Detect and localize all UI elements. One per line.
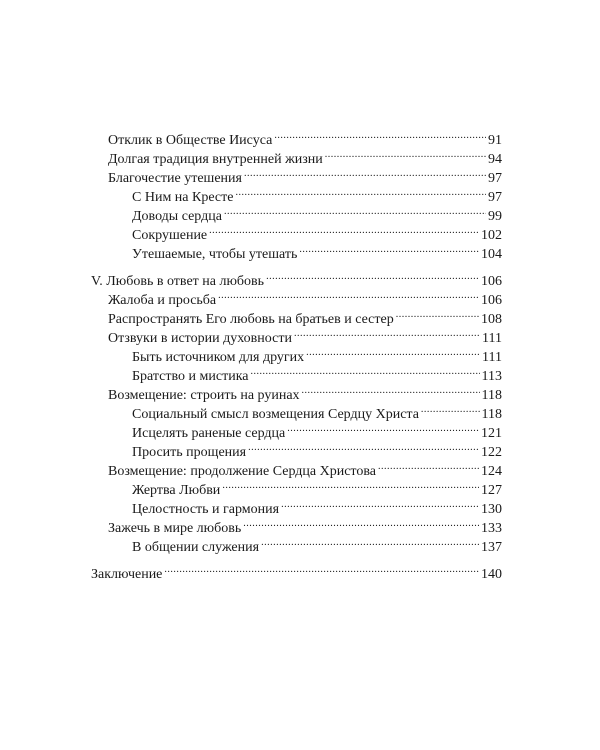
toc-entry-page: 137 [481,540,502,555]
toc-entry-title: Доводы сердца [132,209,222,224]
toc-leader-dots [243,513,479,532]
toc-entry-title: Жертва Любви [132,483,221,498]
toc-leader-dots [164,559,479,578]
toc-leader-dots [294,323,480,342]
toc-entry-page: 124 [481,464,502,479]
toc-leader-dots [302,380,480,399]
toc-entry-page: 127 [481,483,502,498]
toc-leader-dots [299,239,479,258]
toc-entry-page: 102 [481,228,502,243]
toc-chapter-entry [91,559,502,582]
toc-leader-dots [248,437,479,456]
toc-leader-dots [274,125,486,144]
toc-entry-page: 104 [481,247,502,262]
toc-chapter-entry [91,266,502,289]
toc-entry-page: 99 [488,209,502,224]
toc-entry-page: 94 [488,152,502,167]
toc-entry-page: 130 [481,502,502,517]
toc-entry-page: 106 [481,274,502,289]
toc-leader-dots [261,532,479,551]
toc-entry-title: Долгая традиция внутренней жизни [108,152,323,167]
toc-entry-page: 121 [481,426,502,441]
toc-entry-title: Зажечь в мире любовь [108,521,242,536]
toc-leader-dots [287,418,479,437]
toc-entry-title: Заключение [91,567,163,582]
toc-entry-title: Быть источником для других [132,350,305,365]
toc-entry-page: 111 [482,350,502,365]
toc-leader-dots [235,182,486,201]
toc-leader-dots [281,494,479,513]
toc-entry-title: В общении служения [132,540,260,555]
toc-entry-title: Утешаемые, чтобы утешать [132,247,298,262]
toc-entry-page: 108 [481,312,502,327]
toc-entry-page: 111 [482,331,502,346]
toc-entry-page: 118 [481,407,502,422]
toc-entry-page: 91 [488,133,502,148]
toc-entry-title: Благочестие утешения [108,171,242,186]
toc-entry-title: V. Любовь в ответ на любовь [91,274,265,289]
toc-entry-page: 106 [481,293,502,308]
toc-leader-dots [421,399,480,418]
toc-leader-dots [306,342,480,361]
toc-leader-dots [222,475,479,494]
toc-entry [91,125,502,148]
toc-leader-dots [396,304,479,323]
toc-entry-page: 113 [481,369,502,384]
toc-leader-dots [378,456,479,475]
toc-entry-title: Возмещение: продолжение Сердца Христова [108,464,376,479]
toc-entry-title: Сокрушение [132,228,208,243]
toc-leader-dots [244,163,486,182]
toc-entry-page: 133 [481,521,502,536]
toc-entry-title: Отзвуки в истории духовности [108,331,292,346]
toc-entry-page: 140 [481,567,502,582]
toc-entry-title: Просить прощения [132,445,247,460]
toc-entry-page: 118 [481,388,502,403]
toc-entry-title: Отклик в Обществе Иисуса [108,133,273,148]
toc-leader-dots [218,285,479,304]
toc-entry-page: 97 [488,171,502,186]
toc-entry-title: Жалоба и просьба [108,293,217,308]
toc-entry-title: Социальный смысл возмещения Сердцу Христа [132,407,419,422]
toc-leader-dots [209,220,479,239]
toc-leader-dots [224,201,486,220]
toc-entry-title: Братство и мистика [132,369,249,384]
toc-entry-title: Возмещение: строить на руинах [108,388,300,403]
toc-leader-dots [251,361,480,380]
toc-leader-dots [325,144,486,163]
toc-entry-title: Целостность и гармония [132,502,280,517]
toc-leader-dots [266,266,479,285]
table-of-contents [91,125,502,582]
toc-entry-page: 97 [488,190,502,205]
toc-entry-page: 122 [481,445,502,460]
toc-entry-title: С Ним на Кресте [132,190,234,205]
toc-entry-title: Распространять Его любовь на братьев и сестер [108,312,394,327]
toc-entry-title: Исцелять раненые сердца [132,426,286,441]
